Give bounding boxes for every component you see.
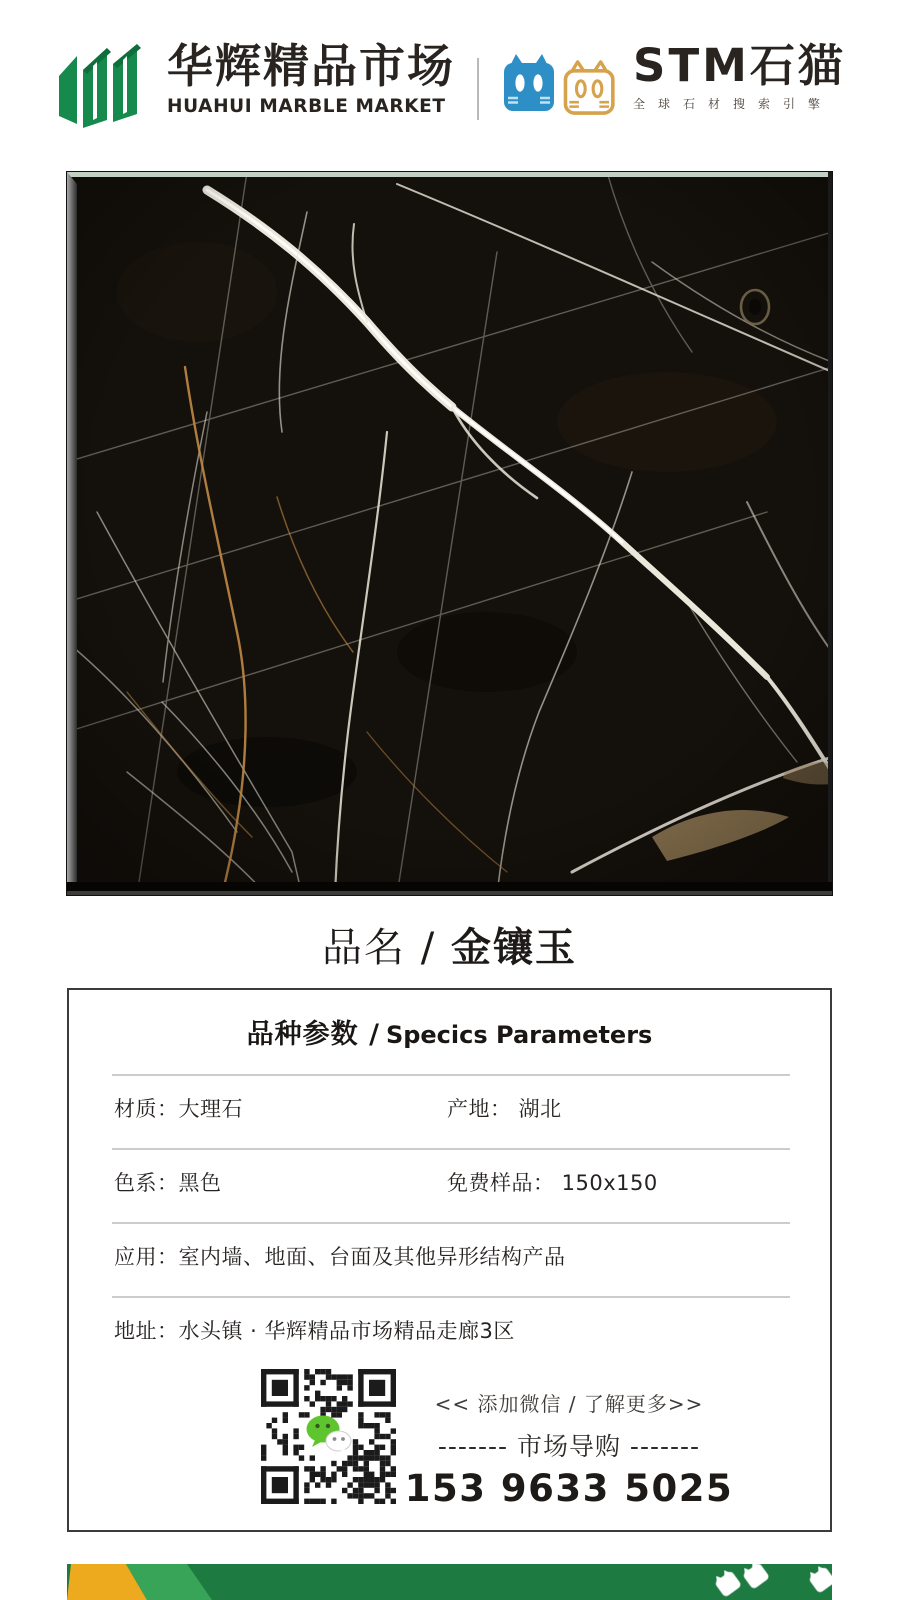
specs-title-en: Specics Parameters [385, 1021, 653, 1049]
spec-color: 色系：黑色 [114, 1171, 222, 1195]
specs-title [69, 1012, 830, 1051]
stm-name: STM石猫 [633, 39, 846, 92]
stm-brand [501, 39, 846, 118]
wechat-qr-code [259, 1368, 399, 1505]
product-name-line [0, 916, 899, 973]
spec-sample: 免费样品： 150x150 [447, 1171, 658, 1195]
wechat-icon [305, 1414, 353, 1456]
market-guide-label: ------- 市场导购 ------- [437, 1432, 701, 1461]
stm-cat-icons [501, 48, 621, 118]
divider-line [112, 1222, 790, 1224]
gold-cat-icon [566, 62, 613, 113]
specs-title-cn: 品种参数 / [246, 1019, 380, 1050]
specs-card [67, 988, 832, 1532]
brand-name-en: HUAHUI MARBLE MARKET [167, 95, 446, 117]
blue-cat-icon [504, 54, 554, 111]
divider-line [112, 1296, 790, 1298]
spec-origin: 产地： 湖北 [447, 1097, 562, 1121]
spec-row-color [114, 1168, 810, 1198]
cat-watermark-icon [738, 1564, 772, 1592]
huahui-brand [53, 39, 456, 132]
header [0, 39, 899, 132]
spec-row-material [114, 1094, 810, 1124]
product-name-value: 金镶玉 [450, 925, 577, 971]
spec-application: 应用：室内墙、地面、台面及其他异形结构产品 [114, 1245, 566, 1269]
divider-line [112, 1074, 790, 1076]
spec-material: 材质：大理石 [114, 1097, 243, 1121]
spec-row-application [114, 1242, 810, 1272]
spec-address: 地址：水头镇 · 华辉精品市场精品走廊3区 [114, 1319, 515, 1343]
marble-photo [67, 172, 832, 895]
wechat-hint: << 添加微信 / 了解更多>> [434, 1392, 704, 1416]
product-name-label: 品名 / [322, 925, 451, 971]
brand-name-cn: 华辉精品市场 [167, 39, 456, 93]
footer-stripe [67, 1564, 832, 1600]
cat-watermark-icon [804, 1564, 832, 1596]
divider-line [112, 1148, 790, 1150]
huahui-logo-icon [53, 44, 153, 132]
spec-row-address [114, 1316, 810, 1346]
stm-tagline: 全球石材搜索引擎 [633, 97, 834, 112]
contact-block [397, 1388, 741, 1510]
header-divider [477, 58, 479, 120]
phone-number: 153 9633 5025 [404, 1467, 734, 1510]
